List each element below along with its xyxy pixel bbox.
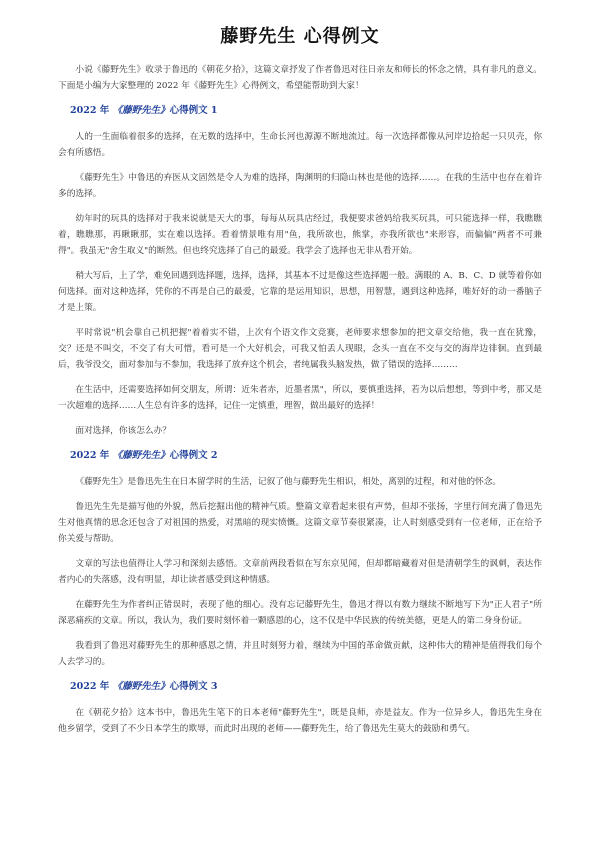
sections-container	[58, 103, 542, 737]
intro-paragraph: 小说《藤野先生》收录于鲁迅的《朝花夕拾》，这篇文章抒发了作者鲁迅对往日亲友和师长的怀念之情，具有非凡的意义。下面是小编为大家整理的 2022 年《藤野先生》心得例文，希望能帮助到大家！	[58, 65, 542, 91]
section-heading-book: 《藤野先生》	[112, 450, 170, 461]
section-2-paragraph: 在藤野先生为作者纠正错误时，表现了他的细心。没有忘记藤野先生，鲁迅才得以有数力继续不断地写下为"正人君子"所深恶痛疾的文章。所以，我认为，我们要时刻怀着一颗感恩的心，这不仅是中华民族的传统美德，更是人的第二身身份证。	[58, 600, 542, 626]
section-heading-label: 心得例文 1	[169, 105, 218, 116]
section-heading-year: 2022 年	[70, 105, 110, 116]
section-heading-year: 2022 年	[70, 681, 110, 692]
section-1-paragraph: 面对选择，你该怎么办？	[75, 426, 171, 436]
section-1-paragraph: 平时常说"机会靠自己机把握"着着实不错，上次有个语文作文竞赛，老师要求想参加的把文章交给他，我一直在犹豫，交？还是不叫交，不交了有大可惜，看可是一个大好机会，可我又怕丢人现眼，念头一直在不交与交的海岸边徘徊。直到最后，我爷没交，面对参加与不参加，我选择了放弃这个机会，者纯属我头脑发热，做了错误的选择………	[58, 328, 542, 370]
section-heading-book: 《藤野先生》	[112, 105, 170, 116]
section-2-paragraph: 我看到了鲁迅对藤野先生的那种感恩之情，并且时刻努力着，继续为中国的革命做贡献，这种伟大的精神是值得我们每个人去学习的。	[58, 641, 542, 667]
section-3-paragraph: 在《朝花夕拾》这本书中，鲁迅先生笔下的日本老师"藤野先生"，既是良师，亦是益友。作为一位异乡人，鲁迅先生身在他乡留学，受到了不少日本学生的欺辱，而此时出现的老师——藤野先生，给了鲁迅先生莫大的鼓励和勇气。	[58, 708, 542, 734]
section-2-paragraph: 文章的写法也值得让人学习和深刻去感悟。文章前两段看似在写东京见闻，但却都暗藏着对但是清朝学生的讽刺，表达作者内心的失落感，没有明显，却让读者感受到这种情感。	[58, 559, 542, 585]
section-1-paragraph: 稍大写后，上了学，难免回遇到选择题，选择，选择，其基本不过是像这些选择题一般。满眼的 A、B、C、D 就等着你如何选择。面对这种选择，凭你的不再是自己的最爱，它靠的是运用知识，思想，用智慧，遇到这种选择，唯好好的动一番脑子才是上策。	[58, 271, 542, 313]
document-title: 藤野先生 心得例文	[220, 26, 380, 47]
section-1-paragraph: 人的一生面临着很多的选择，在无数的选择中，生命长河也源源不断地流过。每一次选择都像从河岸边拾起一只贝壳，你会有所感悟。	[58, 132, 542, 158]
section-1-paragraph: 幼年时的玩具的选择对于我来说就是天大的事，每每从玩具店经过，我便要求爸妈给我买玩具，可只能选择一样，我瞧瞧着，瞧瞧那，再瞅瞅那，实在难以选择。看着情景唯有用"鱼，我所欲也，熊掌，亦我所欲也"来形容，而偏偏"两者不可兼得"。我虽无"舍生取义"的断然。但也终究选择了自己的最爱。我学会了选择也无非从看开始。	[58, 214, 542, 256]
section-heading-year: 2022 年	[70, 450, 110, 461]
section-heading-label: 心得例文 2	[169, 450, 218, 461]
section-1-paragraph: 在生活中，还需要选择如何交朋友，所谓：近朱者赤，近墨者黑"，所以，要慎重选择，若为以后想想，等到中考，那又是一次超难的选择……人生总有许多的选择，记住一定慎重，理智，做出最好的选择！	[58, 385, 542, 411]
section-2-paragraph: 《藤野先生》是鲁迅先生在日本留学时的生活，记叙了他与藤野先生相识，相处，离别的过程，和对他的怀念。	[75, 477, 502, 487]
section-heading-2	[70, 448, 542, 464]
section-heading-label: 心得例文 3	[169, 681, 218, 692]
section-heading-3	[70, 679, 542, 695]
section-heading-book: 《藤野先生》	[112, 681, 170, 692]
section-1-paragraph: 《藤野先生》中鲁迅的弃医从文固然是令人为难的选择，陶渊明的归隐山林也是他的选择……。在我的生活中也存在着许多的选择。	[58, 173, 542, 199]
section-2-paragraph: 鲁迅先生先是描写他的外貌，然后挖掘出他的精神气质。整篇文章看起来很有声势，但却不张扬，字里行间充满了鲁迅先生对他真情的思念还包含了对祖国的热爱，对黑暗的现实愤慨。这篇文章节奏很紧凑，让人时刻感受到有一位老师，正在给予你关爱与帮助。	[58, 502, 542, 544]
section-heading-1	[70, 103, 542, 119]
